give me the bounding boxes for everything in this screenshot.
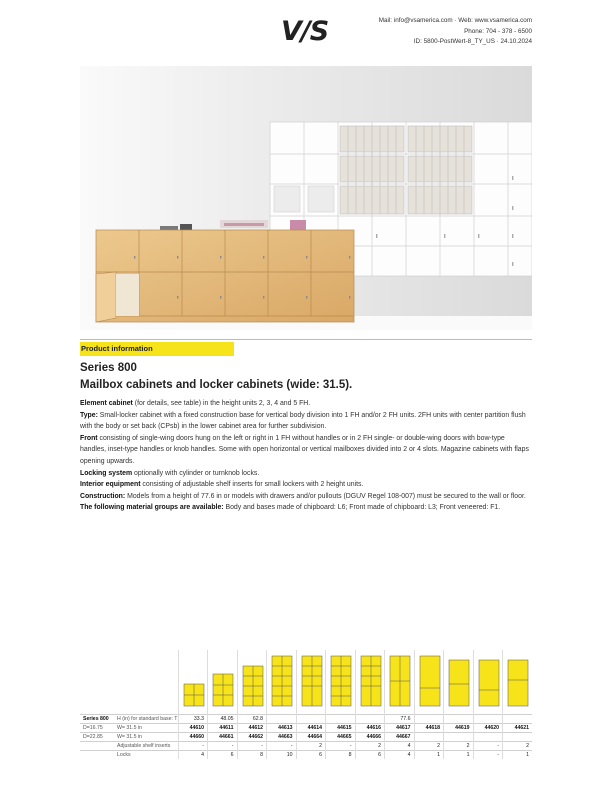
thumb-44617 (385, 650, 415, 715)
para-element-cabinet: Element cabinet (for details, see table) in the height units 2, 3, 4 and 5 FH. (80, 400, 311, 407)
thumb-44611 (208, 650, 238, 715)
shelves-row: Adjustable shelf inserts - - - - 2 - 2 4 2 2 - 2 (80, 742, 532, 751)
thumb-44615 (326, 650, 356, 715)
thumb-44618 (414, 650, 444, 715)
series-subtitle: Mailbox cabinets and locker cabinets (wide: 31.5). (80, 379, 353, 391)
thumb-44614 (296, 650, 326, 715)
cabinet-thumbnails-row (80, 650, 532, 715)
contact-mail-web: Mail: info@vsamerica.com · Web: www.vsamerica.com (378, 17, 532, 24)
product-info-tag: Product information (80, 342, 234, 356)
vs-logo: V/S (281, 16, 329, 47)
contact-phone: Phone: 704 - 378 - 6500 (464, 27, 532, 35)
depth-row-1: D=16.75 W= 31.5 in 44610 44611 44612 44613 44614 44615 44616 44617 44618 44619 44620 44621 (80, 724, 532, 733)
contact-block (379, 16, 532, 48)
para-interior: Interior equipment consisting of adjustable shelf inserts for small lockers with 2 height units. (80, 481, 364, 489)
depth-row-2: D=22.85 W= 31.5 in 44660 44661 44662 44663 44664 44665 44666 44667 (80, 733, 532, 742)
product-table (80, 650, 532, 759)
thumb-44621 (503, 650, 533, 715)
heights-row: Series 800 H (in) for standard base: T 33.3 48.05 62.8 77.6 (80, 715, 532, 724)
thumb-44616 (355, 650, 385, 715)
section-divider (80, 339, 532, 340)
thumb-44620 (473, 650, 503, 715)
thumb-44613 (267, 650, 297, 715)
series-title: Series 800 (80, 362, 137, 374)
thumb-44612 (237, 650, 267, 715)
para-type: Type: Small-locker cabinet with a fixed construction base for vertical body division into 1 FH and/or 2 FH units. 2FH units with center partition flush with the body or set back (CPsb) in the lower cabinet area for further subdivision. (80, 411, 526, 431)
thumb-44619 (444, 650, 474, 715)
wooden-locker-cabinet (96, 230, 354, 322)
locks-row: Locks 4 6 8 10 6 8 6 4 1 1 - 1 (80, 751, 532, 760)
para-locking: Locking system optionally with cylinder or turnknob locks. (80, 469, 260, 477)
contact-id: ID: 5800-PostWert-8_TY_US · 24.10.2024 (413, 38, 532, 45)
product-photo (80, 66, 532, 330)
thumb-44610 (178, 650, 208, 715)
para-front: Front consisting of single-wing doors hung on the left or right in 1 FH without handles or in 2 FH single- or double-wing doors with bow-type handles, inset-type handles or knob handles. Some with open horizontal or vertical mailboxes divided into 2 or 4 slots. Magazine cabinets with flaps opening upwards. (80, 434, 529, 465)
product-description (80, 398, 532, 514)
para-materials: The following material groups are available: Body and bases made of chipboard: L6; Front made of chipboard: L3; Front veneered: F1. (80, 504, 501, 512)
para-construction: Construction: Models from a height of 77.6 in or models with drawers and/or pullouts (DGUV Regel 108-007) must be secured to the wall or floor. (80, 492, 526, 500)
